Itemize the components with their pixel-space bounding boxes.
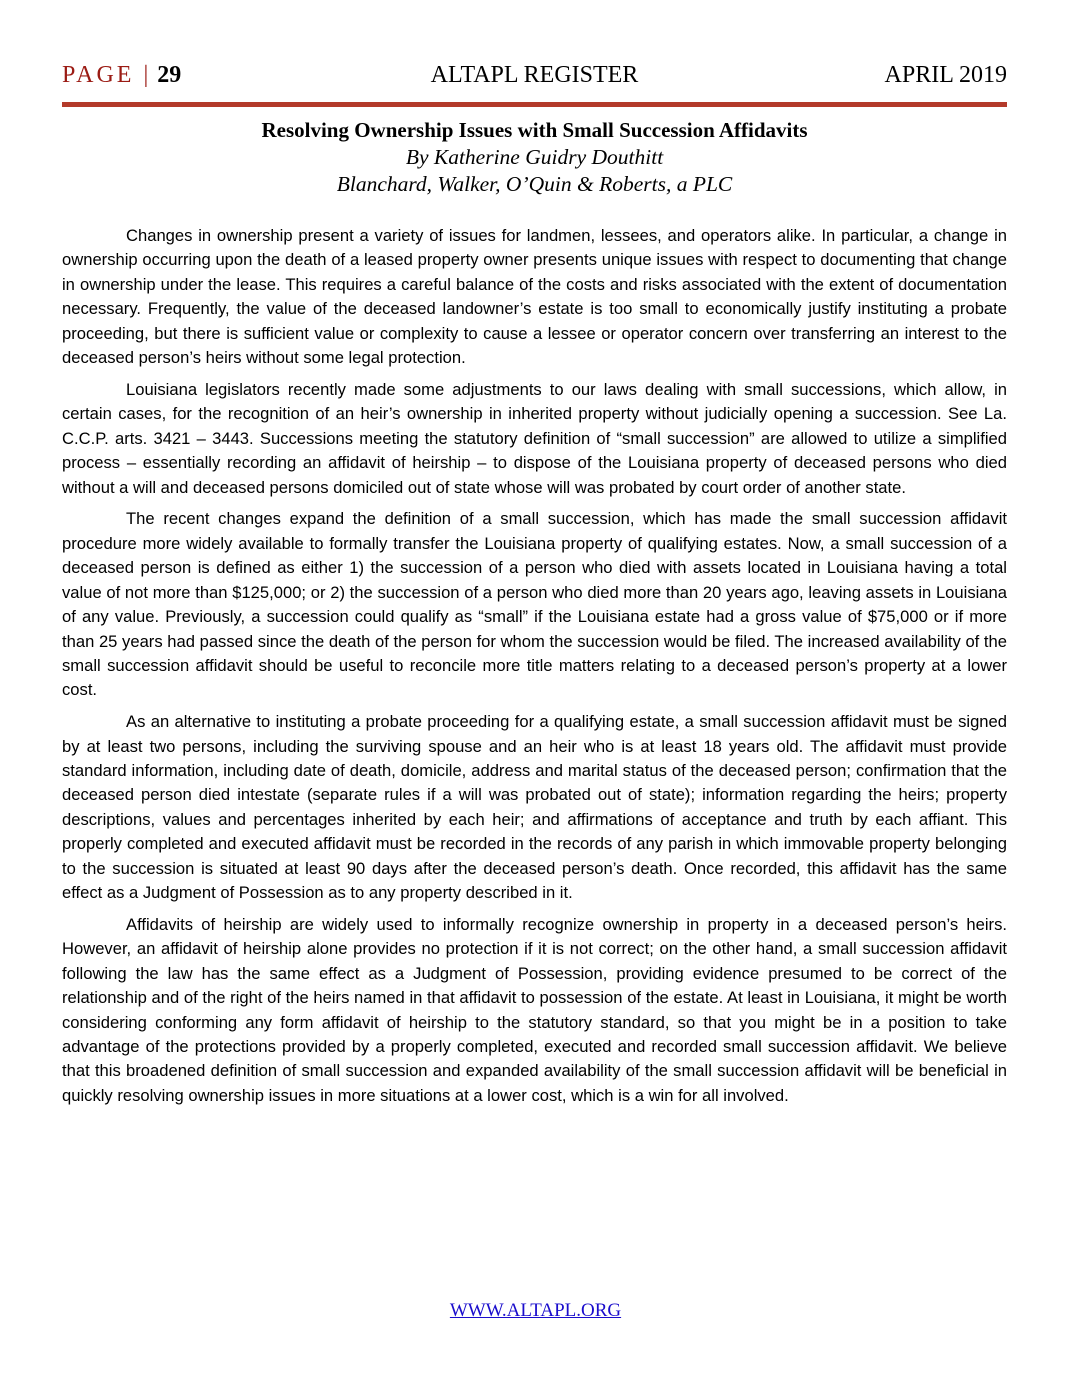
article-heading: [62, 117, 1007, 198]
page-header: [62, 62, 1007, 96]
page-footer: [0, 1300, 1071, 1322]
article-body: [62, 224, 1007, 1116]
issue-date: APRIL 2019: [884, 62, 1007, 88]
header-divider: [62, 102, 1007, 107]
page-number: 29: [157, 62, 182, 88]
publication-title: ALTAPL REGISTER: [430, 62, 639, 88]
paragraph-5: Affidavits of heirship are widely used to informally recognize ownership in property in a deceased person’s heirs. However, an affidavit of heirship alone provides no protection if it is not correct; on the other hand, a small succession affidavit following the law has the same effect as a Judgment of Possession, providing evidence presumed to be correct of the relationship and of the right of the heirs named in that affidavit to possession of the estate. At least in Louisiana, it might be worth considering conforming any form affidavit of heirship to the statutory standard, so that you might be in a position to take advantage of the protections provided by a properly completed, executed and recorded small succession affidavit. We believe that this broadened definition of small succession and expanded availability of the small succession affidavit will be beneficial in quickly resolving ownership issues in more situations at a lower cost, which is a win for all involved.: [62, 914, 1007, 1105]
page-word: PAGE: [62, 62, 135, 88]
article-byline: By Katherine Guidry Douthitt: [405, 145, 664, 169]
paragraph-1: Changes in ownership present a variety of issues for landmen, lessees, and operators alike. In particular, a change in ownership occurring upon the death of a leased property owner presents unique issues with respect to documenting that change in ownership under the lease. This requires a careful balance of the costs and risks associated with the extent of documentation necessary. Frequently, the value of the deceased landowner’s estate is too small to economically justify instituting a probate proceeding, but there is sufficient value or complexity to cause a lessee or operator concern over transferring an interest to the deceased person’s heirs without some legal protection.: [62, 226, 1007, 368]
article-title: Resolving Ownership Issues with Small Succession Affidavits: [261, 118, 808, 142]
author-firm: Blanchard, Walker, O’Quin & Roberts, a PLC: [336, 172, 733, 196]
page-separator: |: [143, 62, 149, 88]
paragraph-4: As an alternative to instituting a probate proceeding for a qualifying estate, a small succession affidavit must be signed by at least two persons, including the surviving spouse and an heir who is at least 18 years old. The affidavit must provide standard information, including date of death, domicile, address and marital status of the deceased person; confirmation that the deceased person died intestate (separate rules if a will was probated out of state); information regarding the heirs; property descriptions, values and percentages inherited by each heir; and affirmations of acceptance and truth by each affiant. This properly completed and executed affidavit must be recorded in the records of any parish in which immovable property belonging to the succession is situated at least 90 days after the deceased person’s death. Once recorded, this affidavit has the same effect as a Judgment of Possession as to any property described in it.: [62, 712, 1007, 903]
paragraph-3: The recent changes expand the definition of a small succession, which has made the small succession affidavit procedure more widely available to formally transfer the Louisiana property of qualifying estates. Now, a small succession of a deceased person is defined as either 1) the succession of a person who died with assets located in Louisiana having a total value of not more than $125,000; or 2) the succession of a person who died more than 20 years ago, leaving assets in Louisiana of any value. Previously, a succession could qualify as “small” if the Louisiana estate had a gross value of $75,000 or if more than 25 years had passed since the death of the person for whom the succession would be filed. The increased availability of the small succession affidavit should be useful to reconcile more title matters relating to a deceased person’s property at a lower cost.: [62, 509, 1007, 700]
paragraph-2: Louisiana legislators recently made some adjustments to our laws dealing with small successions, which allow, in certain cases, for the recognition of an heir’s ownership in inherited property without judicially opening a succession. See La. C.C.P. arts. 3421 – 3443. Successions meeting the statutory definition of “small succession” are allowed to utilize a simplified process – essentially recording an affidavit of heirship – to dispose of the Louisiana property of deceased persons who died without a will and deceased persons domiciled out of state whose will was probated by court order of another state.: [62, 379, 1007, 497]
website-link[interactable]: WWW.ALTAPL.ORG: [449, 1300, 622, 1321]
